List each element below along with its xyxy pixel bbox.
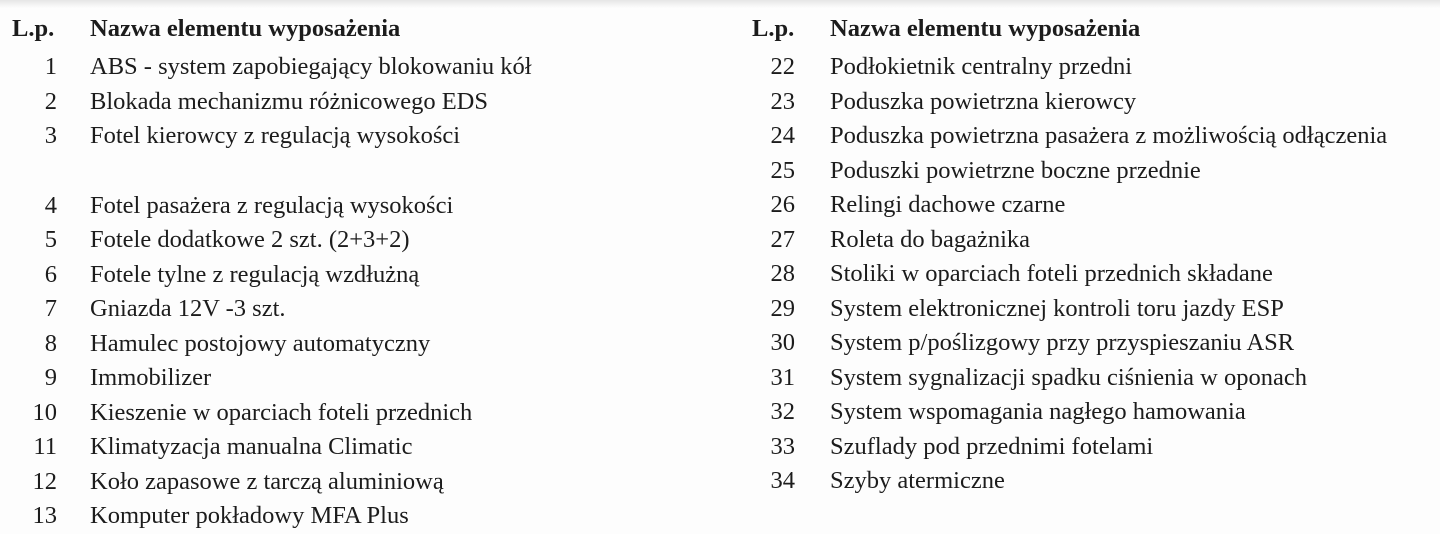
row-name: Poduszka powietrzna kierowcy — [830, 87, 1137, 115]
row-name: System wspomagania nagłego hamowania — [830, 398, 1246, 425]
row-name: System p/poślizgowy przy przyspieszaniu ASR — [830, 329, 1295, 356]
row-name: Poduszka powietrzna pasażera z możliwością odłączenia — [830, 122, 1388, 149]
header-name: Nazwa elementu wyposażenia — [90, 15, 401, 42]
table-row — [752, 85, 1440, 120]
table-row — [752, 361, 1440, 396]
row-name: Hamulec postojowy automatyczny — [90, 329, 431, 357]
row-lp: 4 — [44, 191, 57, 219]
table-row — [752, 292, 1440, 327]
row-lp: 29 — [770, 294, 795, 322]
row-name: Relingi dachowe czarne — [830, 191, 1066, 218]
table-row — [12, 361, 712, 396]
table-row — [12, 258, 712, 293]
row-name: Stoliki w oparciach foteli przednich składane — [830, 260, 1273, 287]
table-row — [752, 430, 1440, 465]
equipment-table-right — [752, 12, 1440, 499]
table-row — [12, 85, 712, 120]
row-name: Komputer pokładowy MFA Plus — [90, 502, 409, 529]
table-row — [12, 396, 712, 431]
table-row — [12, 50, 712, 85]
table-row — [752, 188, 1440, 223]
row-lp: 12 — [32, 467, 57, 495]
row-lp: 11 — [33, 433, 57, 460]
table-header — [12, 12, 712, 50]
equipment-table-left — [12, 12, 712, 534]
row-lp: 24 — [770, 122, 795, 149]
row-name: Fotel pasażera z regulacją wysokości — [90, 191, 454, 219]
row-name: Klimatyzacja manualna Climatic — [90, 433, 413, 460]
table-row — [12, 292, 712, 327]
table-header — [752, 12, 1440, 50]
table-row — [752, 223, 1440, 258]
row-name: ABS - system zapobiegający blokowaniu kół — [90, 53, 532, 80]
row-lp: 25 — [770, 156, 795, 184]
table-row — [12, 189, 712, 224]
row-lp: 30 — [770, 329, 795, 356]
table-row — [12, 465, 712, 500]
row-lp: 13 — [32, 502, 57, 529]
row-name: Gniazda 12V -3 szt. — [90, 295, 286, 322]
table-row — [752, 464, 1440, 499]
row-lp: 22 — [770, 53, 795, 80]
top-edge-shadow — [0, 0, 1440, 8]
row-lp: 10 — [32, 398, 57, 426]
table-row — [752, 50, 1440, 85]
row-lp: 6 — [44, 260, 57, 288]
header-lp: L.p. — [752, 15, 795, 42]
table-row — [12, 499, 712, 534]
row-lp: 27 — [770, 225, 795, 253]
table-row — [12, 430, 712, 465]
row-name: Blokada mechanizmu różnicowego EDS — [90, 87, 489, 115]
row-lp: 3 — [44, 122, 57, 149]
row-lp: 33 — [770, 432, 795, 460]
row-name: Fotele tylne z regulacją wzdłużną — [90, 260, 420, 288]
row-lp: 31 — [770, 363, 795, 391]
row-name: System elektronicznej kontroli toru jazdy ESP — [830, 294, 1284, 322]
header-name: Nazwa elementu wyposażenia — [830, 15, 1141, 42]
row-name: Koło zapasowe z tarczą aluminiową — [90, 467, 444, 495]
header-lp: L.p. — [12, 15, 55, 42]
row-name: Fotele dodatkowe 2 szt. (2+3+2) — [90, 226, 410, 253]
row-lp: 7 — [44, 295, 57, 322]
row-lp: 23 — [770, 87, 795, 115]
row-name: Fotel kierowcy z regulacją wysokości — [90, 122, 461, 149]
table-row — [752, 119, 1440, 154]
row-name: Szuflady pod przednimi fotelami — [830, 432, 1154, 460]
row-lp: 8 — [44, 329, 57, 357]
table-row — [752, 257, 1440, 292]
row-name: Kieszenie w oparciach foteli przednich — [90, 398, 473, 426]
row-lp: 34 — [770, 467, 795, 494]
table-row — [12, 119, 712, 154]
table-row — [12, 327, 712, 362]
row-name: Roleta do bagażnika — [830, 225, 1031, 253]
row-lp: 26 — [770, 191, 795, 218]
row-name: System sygnalizacji spadku ciśnienia w oponach — [830, 363, 1307, 391]
row-lp: 1 — [44, 53, 57, 80]
table-row — [752, 154, 1440, 189]
row-lp: 32 — [770, 398, 795, 425]
row-lp: 2 — [44, 87, 57, 115]
row-lp: 9 — [44, 364, 57, 391]
table-row — [752, 395, 1440, 430]
row-name: Podłokietnik centralny przedni — [830, 53, 1133, 80]
table-row — [12, 223, 712, 258]
row-name: Immobilizer — [90, 364, 212, 391]
row-lp: 28 — [770, 260, 795, 287]
row-lp: 5 — [44, 226, 57, 253]
row-spacer — [12, 154, 712, 189]
row-name: Szyby atermiczne — [830, 467, 1005, 494]
table-row — [752, 326, 1440, 361]
row-name: Poduszki powietrzne boczne przednie — [830, 156, 1201, 184]
